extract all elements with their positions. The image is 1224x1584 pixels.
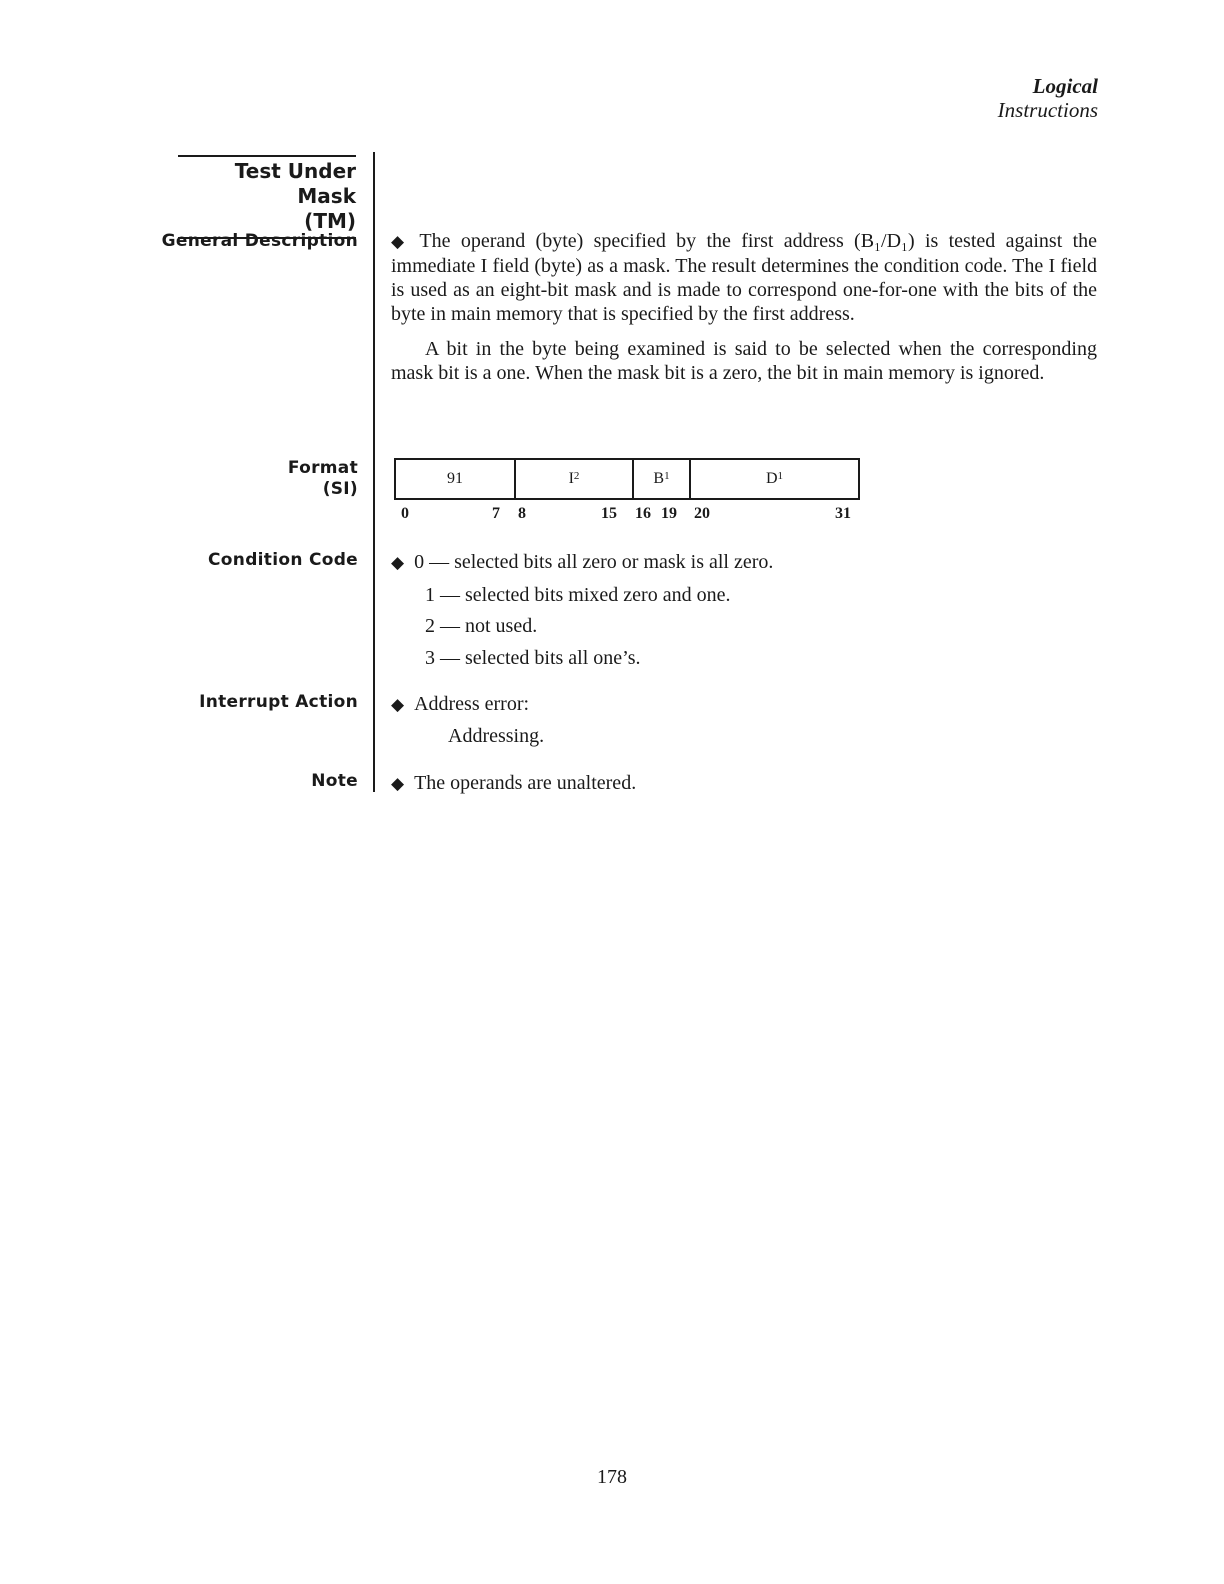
- condition-code-item: 2 — not used.: [425, 615, 538, 637]
- label-interrupt-action: Interrupt Action: [199, 692, 358, 712]
- page-number: 178: [597, 1466, 627, 1488]
- condition-code-item: [391, 547, 773, 580]
- label-note: Note: [311, 771, 358, 791]
- condition-code-text: 0 — selected bits all zero or mask is all zero.: [414, 551, 774, 573]
- format-field-op-label: 91: [447, 470, 463, 487]
- bit-position: 15: [601, 505, 617, 522]
- format-diagram: [394, 458, 860, 500]
- bit-position: 0: [401, 505, 409, 522]
- label-condition-code: Condition Code: [208, 550, 358, 570]
- note: [391, 768, 636, 800]
- section-title-line1: Test Under Mask: [234, 159, 356, 208]
- bit-position: 19: [661, 505, 677, 522]
- format-field-b1-sub: 1: [664, 470, 670, 482]
- diamond-bullet-icon: ◆: [391, 695, 405, 715]
- diamond-bullet-icon: ◆: [391, 553, 405, 573]
- bit-position: 7: [492, 505, 500, 522]
- interrupt-action-text: Address error:: [414, 693, 530, 715]
- format-field-i2-sub: 2: [573, 470, 580, 482]
- format-field-i2: [514, 460, 632, 498]
- format-field-i2-label: I: [568, 470, 574, 487]
- interrupt-action-line2: Addressing.: [448, 725, 545, 747]
- note-text: The operands are unaltered.: [414, 772, 637, 794]
- general-description-text1: The operand (byte) specified by the first address (B₁/D₁) is tested against the immediate I field (byte) as a mask. The result determines the condition code. The I field is used as an eight-bit mask and is made to correspond one-for-one with the bits of the byte in main memory that is specified by the first address.: [391, 230, 1098, 325]
- format-field-b1-label: B: [653, 470, 665, 487]
- condition-code-item: 3 — selected bits all one’s.: [425, 646, 641, 669]
- condition-code-item: 1 — selected bits mixed zero and one.: [425, 583, 731, 606]
- format-field-op: [396, 460, 514, 498]
- general-description-para1: [391, 229, 1097, 326]
- interrupt-action: [391, 689, 544, 752]
- condition-code-list: [391, 547, 773, 674]
- running-head: [998, 74, 1098, 122]
- running-head-line1: Logical: [1032, 74, 1098, 98]
- section-title-line2: (TM): [304, 209, 356, 233]
- label-format: [288, 458, 358, 500]
- bit-position: 16: [635, 505, 651, 522]
- diamond-bullet-icon: ◆: [391, 232, 410, 252]
- format-field-d1-label: D: [765, 470, 778, 487]
- general-description-para2: A bit in the byte being examined is said to be selected when the corresponding mask bit is a one. When the mask bit is a zero, the bit in main memory is ignored.: [391, 338, 1097, 384]
- diamond-bullet-icon: ◆: [391, 774, 405, 794]
- running-head-line2: Instructions: [997, 98, 1098, 122]
- label-format-line1: Format: [287, 458, 358, 478]
- bit-position: 31: [835, 505, 851, 522]
- format-field-d1: [689, 460, 858, 498]
- interrupt-action-line1: [391, 689, 544, 721]
- section-title: [178, 155, 356, 239]
- bit-position: 8: [518, 505, 526, 522]
- bit-position: 20: [694, 505, 710, 522]
- format-field-b1: [632, 460, 689, 498]
- margin-rule: [373, 152, 375, 792]
- general-description: [391, 229, 1097, 385]
- label-general-description: General Description: [161, 231, 358, 251]
- label-format-line2: (SI): [322, 479, 358, 499]
- format-field-d1-sub: 1: [777, 470, 784, 482]
